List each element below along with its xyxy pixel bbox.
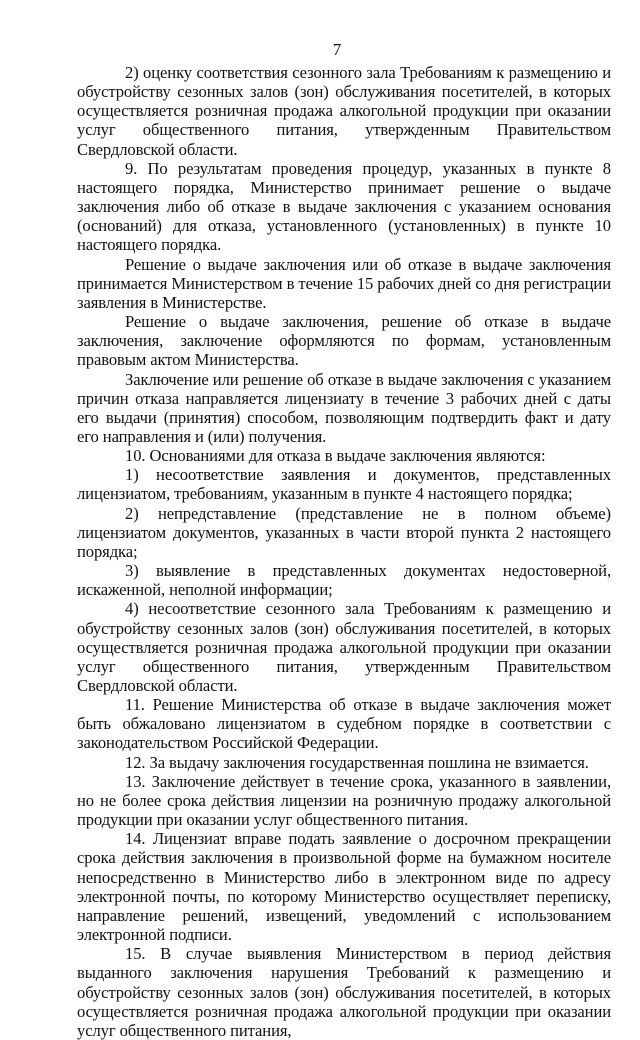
paragraph-10-2: 2) непредставление (представление не в полном объеме) лицензиатом документов, указанных в части второй пункта 2 настоящего порядка; (77, 503, 611, 561)
paragraph-decision-delivery: Заключение или решение об отказе в выдаче заключения с указанием причин отказа направляется лицензиату в течение 3 рабочих дней с даты его выдачи (принятия) способом, позволяющим подтвердить факт и дату его направления и (или) получения. (77, 369, 611, 446)
paragraph-11-appeal: 11. Решение Министерства об отказе в выдаче заключения может быть обжаловано лицензиатом в судебном порядке в соответствии с законодательством Российской Федерации. (77, 695, 611, 753)
document-body (77, 63, 611, 1040)
paragraph-item-2-assessment: 2) оценку соответствия сезонного зала Требованиям к размещению и обустройству сезонных залов (зон) обслуживания посетителей, в которых осуществляется розничная продажа алкогольной продукции при оказании услуг общественного питания, утвержденным Правительством Свердловской области. (77, 63, 611, 159)
paragraph-14-early-termination: 14. Лицензиат вправе подать заявление о досрочном прекращении срока действия заключения в произвольной форме на бумажном носителе непосредственно в Министерство либо в электронном виде по адресу электронной почты, по которому Министерство осуществляет переписку, направление решений, извещений, уведомлений с использованием электронной подписи. (77, 829, 611, 945)
paragraph-10-3: 3) выявление в представленных документах недостоверной, искаженной, неполной информации; (77, 561, 611, 600)
paragraph-12-fee: 12. За выдачу заключения государственная пошлина не взимается. (125, 752, 589, 772)
page-number: 7 (332, 40, 342, 59)
paragraph-10-4: 4) несоответствие сезонного зала Требованиям к размещению и обустройству сезонных залов (зон) обслуживания посетителей, в которых осуществляется розничная продажа алкогольной продукции при оказании услуг общественного питания, утвержденным Правительством Свердловской области. (77, 599, 611, 695)
paragraph-10-1: 1) несоответствие заявления и документов, представленных лицензиатом, требованиям, указанным в пункте 4 настоящего порядка; (77, 465, 611, 504)
paragraph-10-refusal-grounds: 10. Основаниями для отказа в выдаче заключения являются: (125, 446, 546, 466)
paragraph-9-decision: 9. По результатам проведения процедур, указанных в пункте 8 настоящего порядка, Министерство принимает решение о выдаче заключения либо об отказе в выдаче заключения с указанием основания (оснований) для отказа, установленного (установленных) в пункте 10 настоящего порядка. (77, 158, 611, 255)
paragraph-decision-term: Решение о выдаче заключения или об отказе в выдаче заключения принимается Министерством в течение 15 рабочих дней со дня регистрации заявления в Министерстве. (77, 254, 611, 312)
paragraph-13-validity: 13. Заключение действует в течение срока, указанного в заявлении, но не более срока действия лицензии на розничную продажу алкогольной продукции при оказании услуг общественного питания. (77, 771, 611, 830)
paragraph-15-violations: 15. В случае выявления Министерством в период действия выданного заключения нарушения Требований к размещению и обустройству сезонных залов (зон) обслуживания посетителей, в которых осуществляется розничная продажа алкогольной продукции при оказании услуг общественного питания, (77, 944, 611, 1040)
paragraph-decision-forms: Решение о выдаче заключения, решение об отказе в выдаче заключения, заключение оформляются по формам, установленным правовым актом Министерства. (77, 312, 611, 370)
